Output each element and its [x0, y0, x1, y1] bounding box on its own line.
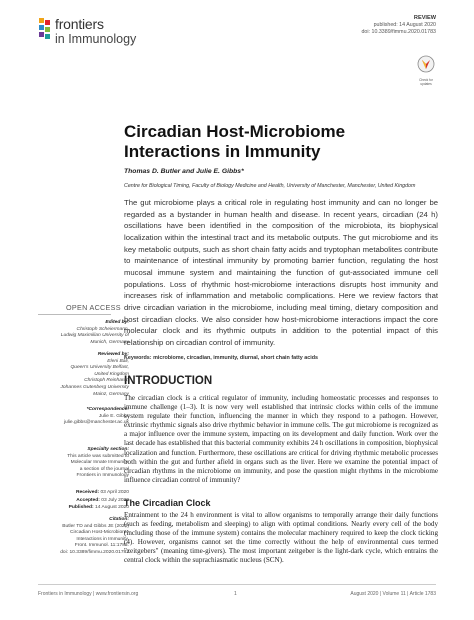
reviewer-line: Christoph Reinhardt, — [84, 378, 129, 384]
dates-block — [69, 489, 129, 512]
citation-line: Interactions in Immunity. — [76, 536, 129, 542]
accepted-label: Accepted: — [76, 497, 100, 503]
reviewer-line: Mainz, Germany — [93, 391, 129, 397]
editor-line: Ludwig Maximilian University of — [60, 333, 129, 339]
journal-brand-subtitle: in Immunology — [55, 32, 137, 46]
footer-meta: August 2020 | Volume 11 | Article 1783 — [350, 591, 436, 597]
journal-brand: frontiers — [55, 16, 104, 32]
accepted-value: 03 July 2020 — [101, 497, 129, 503]
reviewer-line: United Kingdom — [94, 371, 129, 377]
footer-separator: | — [93, 591, 95, 597]
published-value: 14 August 2020 — [95, 505, 129, 511]
specialty-label: Specialty section: — [87, 447, 129, 452]
open-access-label: OPEN ACCESS — [66, 303, 121, 312]
keywords — [124, 355, 438, 361]
keywords-list: microbiome, circadian, immunity, diurnal, short chain fatty acids — [153, 355, 319, 361]
reviewed-by-block — [60, 352, 129, 398]
frontiers-logo-icon — [38, 17, 52, 43]
published-label: Published: — [68, 505, 94, 511]
citation-line: Circadian Host-Microbiome — [70, 530, 129, 536]
reviewed-by-label: Reviewed by: — [97, 352, 129, 357]
introduction-text: The circadian clock is a critical regulator of immunity, including homeostatic processes and responses to immune challenge (1–3). It is now very well established that intrinsic clocks within cells of the immune system regulate their function, influencing the manner in which they respond to a pathogen. However, extrinsic rhythmic signals also drive rhythmic behavior in immune cells. The gut microbiome is recognized as a major influence over the immune system, impacting on its development and daily function. Work over the last decade has established that this bacterial community exhibits 24 h oscillations in composition, biophysical localization and function. Furthermore, these oscillations are critical for driving rhythmic metabolic processes both within the gut and further afield in organs such as the liver. Here we examine the potential impact of circadian rhythms in the microbiome on immunity, and pose the question might rhythms in the microbiome influence circadian control of immunity? — [124, 394, 438, 484]
editor-line: Christoph Scheiermann, — [76, 326, 129, 332]
article-authors: Thomas D. Butler and Julie E. Gibbs* — [124, 168, 244, 175]
article-title: Circadian Host-Microbiome Interactions in Immunity — [124, 122, 346, 161]
author-affiliation: Centre for Biological Timing, Faculty of Biology Medicine and Health, University of Manchester, Manchester, United Kingdom — [124, 183, 416, 189]
page-number: 1 — [234, 591, 237, 597]
specialty-section-block — [67, 447, 129, 480]
footer-left — [38, 591, 138, 597]
reviewer-line: Queen's University Belfast, — [70, 365, 129, 371]
check-for-updates-label: Check for updates — [419, 78, 433, 86]
article-type: REVIEW — [413, 15, 436, 21]
footer-journal: Frontiers in Immunology — [38, 591, 92, 597]
citation-line[interactable]: doi: 10.3389/fimmu.2020.01783 — [60, 549, 129, 555]
reviewer-line: Eleni Bali, — [107, 358, 129, 364]
citation-line: Butler TD and Gibbs JE (2020) — [62, 523, 129, 529]
correspondence-email[interactable]: julie.gibbs@manchester.ac.uk — [63, 420, 129, 426]
keywords-label: Keywords: — [124, 355, 152, 361]
accepted-date — [69, 497, 129, 505]
crossmark-icon — [416, 55, 436, 73]
received-date — [69, 489, 129, 497]
footer-website-link[interactable]: www.frontiersin.org — [95, 591, 139, 597]
published-date: published: 14 August 2020 — [373, 22, 436, 28]
check-for-updates-badge[interactable] — [416, 55, 436, 86]
edited-by-block — [61, 320, 129, 346]
published-date-side — [69, 504, 129, 512]
received-label: Received: — [75, 490, 100, 495]
abstract: The gut microbiome plays a critical role in regulating host immunity and can no longer be regarded as a bystander in human health and disease. In recent years, circadian (24 h) oscillations have been identified in the composition of the microbiota, its biophysical localization within the intestinal tract and its metabolic outputs. The gut microbiome and its key metabolic outputs, such as short chain fatty acids and tryptophan metabolites contribute to maintenance of intestinal immunity by promoting barrier function, regulating the host mucosal immune system and maintaining the function of gut-associated immune cell populations. Loss of rhythmic host-microbiome interactions disrupts host immunity and increases risk of inflammation and metabolic complications. Here we review factors that drive circadian variation in the microbiome, including meal timing, dietary composition and host circadian clocks. We also consider how host-microbiome interactions impact the core molecular clock and its rhythmic outputs in addition to the potential impact of this relationship on circadian control of immunity. — [124, 198, 438, 347]
correspondence-block — [64, 407, 129, 427]
section-heading-introduction: INTRODUCTION — [124, 375, 213, 387]
article-doi[interactable]: doi: 10.3389/fimmu.2020.01783 — [361, 29, 436, 35]
correspondence-name: Julie E. Gibbs — [98, 413, 129, 419]
specialty-line: Frontiers in Immunology — [76, 473, 129, 479]
specialty-line: This article was submitted to — [67, 453, 129, 459]
editor-line: Munich, Germany — [90, 339, 129, 345]
citation-line: Front. Immunol. 11:1783. — [74, 543, 129, 549]
sidebar-divider — [38, 314, 111, 315]
specialty-line: Molecular Innate Immunity, — [70, 460, 129, 466]
citation-label: Citation: — [109, 517, 129, 522]
reviewer-line: Johannes Gutenberg University — [60, 384, 129, 390]
citation-block — [60, 517, 129, 557]
footer-divider — [38, 584, 436, 585]
received-value: 03 April 2020 — [100, 490, 129, 495]
circadian-clock-text: Entrainment to the 24 h environment is vital to allow organisms to temporally arrange their daily functions (such as feeding, metabolism and sleeping) to align with optimal conditions. Nearly every cell of the body (including those of the immune system) contains the molecular machinery required to keep the clock ticking (4). However, organisms cannot set the time correctly without the help of environmental cues termed "zeitgebers" (meaning time-givers). The most important zeitgeber is the light-dark cycle, which entrains the central clock within the suprachiasmatic nucleus (SCN). — [124, 511, 438, 565]
edited-by-label: Edited by: — [105, 320, 129, 325]
specialty-line: a section of the journal — [79, 466, 129, 472]
subsection-heading: The Circadian Clock — [124, 498, 211, 508]
article-meta — [361, 15, 436, 36]
correspondence-label: *Correspondence: — [86, 407, 129, 412]
